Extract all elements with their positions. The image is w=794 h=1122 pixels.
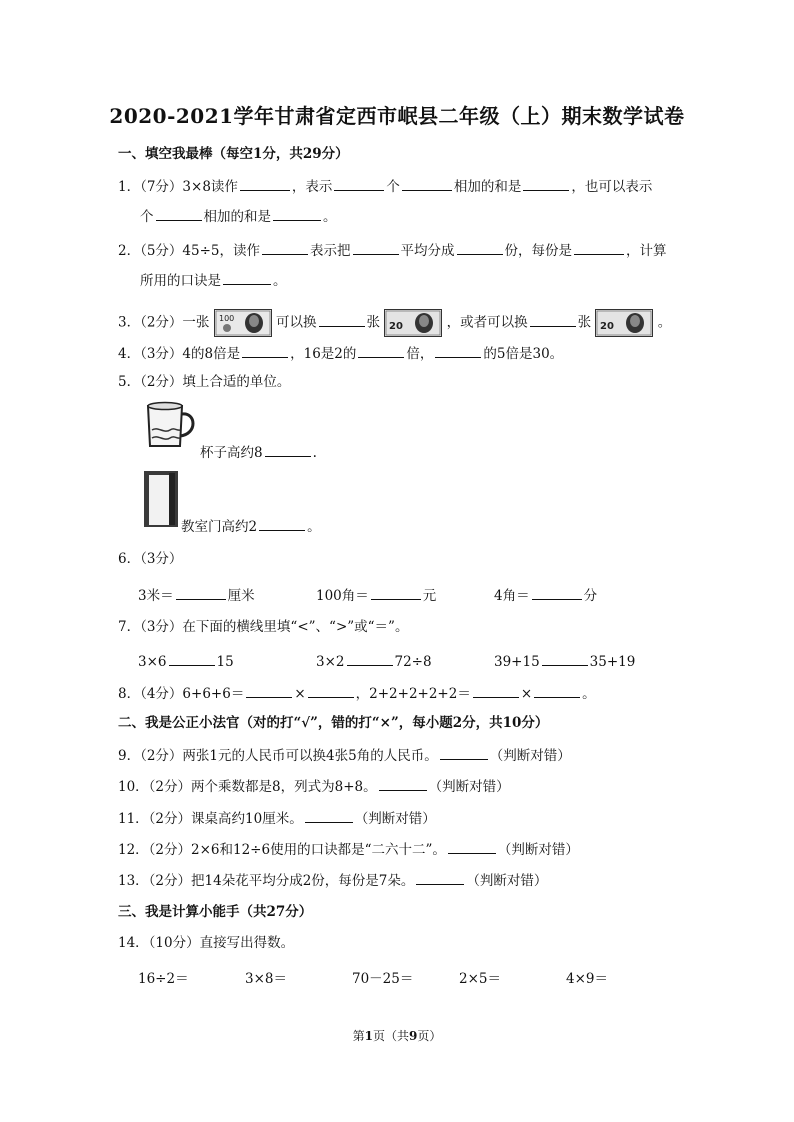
q2-text-d: 份，每份是 (504, 243, 573, 259)
banknote-20-yuan-icon (384, 309, 442, 337)
bill-value-text: 100 (218, 314, 235, 323)
cup-icon (142, 400, 200, 450)
question-2-cont (140, 270, 287, 290)
answer-blank[interactable] (169, 651, 215, 666)
q1-text-d: 相加的和是 (453, 179, 522, 195)
answer-blank[interactable] (416, 870, 464, 885)
q12-suffix: （判断对错） (497, 842, 579, 858)
answer-blank[interactable] (308, 683, 354, 698)
q7-item-left: 3×6 (138, 654, 167, 670)
q3-text-f: 。 (657, 314, 672, 331)
q3-text-a: 3．（2分）一张 (118, 314, 210, 331)
q7-item-1 (138, 651, 234, 670)
q2-text-c: 平均分成 (400, 243, 455, 259)
q8-text-d: × (520, 686, 533, 702)
q9-suffix: （判断对错） (489, 748, 571, 764)
q14-item: 70－25＝ (352, 971, 414, 987)
q7-item-left: 3×2 (316, 654, 345, 670)
q6-item-text: 100角＝ (316, 588, 369, 604)
answer-blank[interactable] (457, 240, 503, 255)
answer-blank[interactable] (532, 585, 582, 600)
q6-item-1 (138, 584, 255, 604)
q2-text-a: 2．（5分）45÷5，读作 (118, 243, 261, 259)
q2-text-g: 。 (273, 273, 287, 289)
footer-text: 页（共 (372, 1029, 409, 1043)
answer-blank[interactable] (435, 343, 481, 358)
banknote-100-yuan-icon (214, 309, 272, 337)
answer-blank[interactable] (176, 585, 226, 600)
answer-blank[interactable] (242, 343, 288, 358)
q4-text-b: ，16是2的 (290, 346, 357, 362)
q1-text-b: ，表示 (291, 179, 333, 195)
question-8 (118, 683, 596, 703)
q7-item-3 (494, 651, 635, 670)
answer-blank[interactable] (534, 683, 580, 698)
question-2 (118, 240, 667, 260)
q7-item-right: 15 (216, 654, 234, 670)
door-height-question (181, 516, 321, 536)
q2-text-f: 所用的口诀是 (140, 273, 221, 289)
bill-value-text: 20 (389, 321, 404, 332)
q6-item-text: 4角＝ (494, 588, 530, 604)
q7-item-left: 39+15 (494, 654, 540, 670)
q4-text-a: 4．（3分）4的8倍是 (118, 346, 241, 362)
q3-text-e: 张 (577, 314, 592, 331)
cup-text: 杯子高约8 (200, 445, 263, 461)
q8-text-b: × (294, 686, 306, 702)
page-number: 1 (364, 1029, 373, 1043)
answer-blank[interactable] (246, 683, 292, 698)
answer-blank[interactable] (473, 683, 519, 698)
question-10 (118, 776, 510, 796)
q8-text-e: 。 (582, 686, 596, 702)
q1-text-a: 1．（7分）3×8读作 (118, 179, 238, 195)
question-3 (118, 309, 671, 337)
q7-item-2 (316, 651, 432, 670)
q14-item: 3×8＝ (245, 971, 287, 987)
section-2-heading: 二、我是公正小法官（对的打“√”，错的打“×”，每小题2分，共10分） (118, 715, 549, 731)
answer-blank[interactable] (353, 240, 399, 255)
answer-blank[interactable] (334, 176, 384, 191)
question-1 (118, 176, 652, 196)
q3-text-b: 可以换 (276, 314, 317, 331)
answer-blank[interactable] (371, 585, 421, 600)
answer-blank[interactable] (319, 312, 365, 327)
door-text-end: 。 (307, 519, 321, 535)
q9-text: 9．（2分）两张1元的人民币可以换4张5角的人民币。 (118, 748, 438, 764)
q14-item: 4×9＝ (566, 971, 608, 987)
footer-text: 页） (417, 1029, 442, 1043)
page-total: 9 (409, 1029, 418, 1043)
answer-blank[interactable] (523, 176, 569, 191)
question-1-cont (140, 206, 337, 226)
q6-item-3 (494, 584, 597, 604)
q1-text-h: 。 (323, 209, 337, 225)
q8-text-a: 8．（4分）6+6+6＝ (118, 686, 245, 702)
question-14: 14．（10分）直接写出得数。 (118, 935, 295, 951)
q6-item-unit: 厘米 (227, 588, 255, 604)
bill-value-text: 20 (600, 321, 615, 332)
answer-blank[interactable] (265, 442, 311, 457)
q1-text-e: ，也可以表示 (571, 179, 653, 195)
q1-text-g: 相加的和是 (203, 209, 271, 225)
question-9 (118, 745, 571, 765)
q6-item-2 (316, 584, 436, 604)
answer-blank[interactable] (574, 240, 624, 255)
q11-text: 11．（2分）课桌高约10厘米。 (118, 811, 303, 827)
q10-text: 10．（2分）两个乘数都是8，列式为8+8。 (118, 779, 377, 795)
answer-blank[interactable] (259, 516, 305, 531)
q1-text-c: 个 (386, 179, 400, 195)
q2-text-e: ，计算 (626, 243, 667, 259)
q8-text-c: ，2+2+2+2+2＝ (355, 686, 471, 702)
question-6: 6．（3分） (118, 551, 183, 567)
section-3-heading: 三、我是计算小能手（共27分） (118, 904, 313, 920)
q2-text-b: 表示把 (310, 243, 351, 259)
q13-suffix: （判断对错） (466, 873, 548, 889)
q7-item-right: 72÷8 (394, 654, 432, 670)
answer-blank[interactable] (530, 312, 576, 327)
question-5: 5．（2分）填上合适的单位。 (118, 374, 291, 390)
page-title: 2020-2021学年甘肃省定西市岷县二年级（上）期末数学试卷 (109, 104, 685, 128)
door-icon (143, 470, 179, 528)
section-1-heading: 一、填空我最棒（每空1分，共29分） (118, 146, 349, 162)
page-footer (0, 1027, 794, 1044)
answer-blank[interactable] (379, 776, 427, 791)
answer-blank[interactable] (305, 808, 353, 823)
q3-text-c: 张 (366, 314, 381, 331)
answer-blank[interactable] (262, 240, 308, 255)
q7-item-right: 35+19 (589, 654, 636, 670)
q10-suffix: （判断对错） (428, 779, 510, 795)
cup-text-end: . (312, 445, 317, 461)
q3-text-d: ，或者可以换 (446, 314, 528, 331)
q6-item-text: 3米＝ (138, 588, 174, 604)
answer-blank[interactable] (402, 176, 452, 191)
answer-blank[interactable] (542, 651, 588, 666)
banknote-20-yuan-icon (595, 309, 653, 337)
answer-blank[interactable] (358, 343, 404, 358)
q14-item: 16÷2＝ (138, 971, 189, 987)
answer-blank[interactable] (273, 206, 321, 221)
q1-text-f: 个 (140, 209, 154, 225)
question-4 (118, 343, 563, 363)
answer-blank[interactable] (240, 176, 290, 191)
q6-item-unit: 元 (422, 588, 437, 604)
question-11 (118, 808, 436, 828)
answer-blank[interactable] (156, 206, 202, 221)
question-7: 7．（3分）在下面的横线里填“<”、“>”或“＝”。 (118, 619, 409, 635)
question-12 (118, 839, 579, 859)
q6-item-unit: 分 (583, 588, 598, 604)
q4-text-d: 的5倍是30。 (483, 346, 564, 362)
q11-suffix: （判断对错） (354, 811, 436, 827)
answer-blank[interactable] (223, 270, 271, 285)
answer-blank[interactable] (440, 745, 488, 760)
q14-item: 2×5＝ (459, 971, 501, 987)
footer-text: 第 (352, 1029, 365, 1043)
q4-text-c: 倍， (406, 346, 434, 362)
answer-blank[interactable] (448, 839, 496, 854)
answer-blank[interactable] (347, 651, 393, 666)
q12-text: 12．（2分）2×6和12÷6使用的口诀都是“二六十二”。 (118, 842, 446, 858)
door-text: 教室门高约2 (181, 519, 258, 535)
question-13 (118, 870, 547, 890)
q13-text: 13．（2分）把14朵花平均分成2份，每份是7朵。 (118, 873, 415, 889)
cup-height-question (200, 442, 317, 462)
